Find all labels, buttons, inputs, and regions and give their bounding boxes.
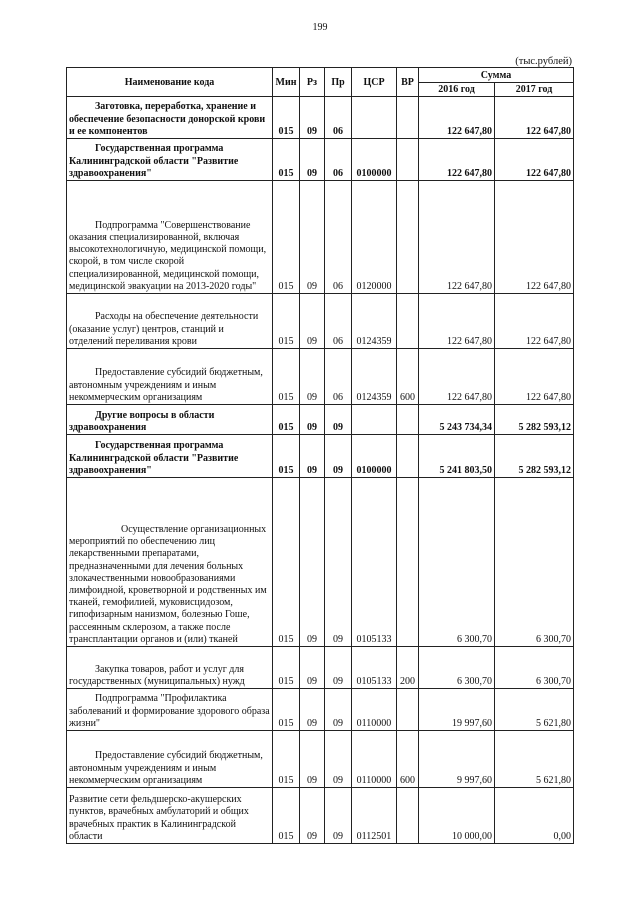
row-rz: 09	[300, 689, 325, 731]
table-row	[67, 405, 574, 435]
row-pr: 09	[325, 689, 352, 731]
table-row	[67, 139, 574, 181]
row-rz: 09	[300, 435, 325, 478]
row-min: 015	[273, 294, 300, 349]
row-rz: 09	[300, 647, 325, 689]
row-2017: 6 300,70	[495, 478, 574, 647]
row-pr: 06	[325, 181, 352, 294]
row-2017: 122 647,80	[495, 181, 574, 294]
row-min: 015	[273, 788, 300, 844]
row-csr: 0105133	[352, 478, 397, 647]
row-name: Подпрограмма "Совершенствование оказания специализированной, включая высокотехнологичную, медицинской помощи, скорой, в том числе скорой специализированной, медицинской помощи, медицинской эвакуации на 2013-2020 годы"	[67, 181, 273, 294]
table-row	[67, 647, 574, 689]
row-2016: 9 997,60	[419, 731, 495, 788]
row-vr	[397, 294, 419, 349]
header-rz: Рз	[300, 68, 325, 97]
row-pr: 06	[325, 349, 352, 405]
row-min: 015	[273, 689, 300, 731]
table-row	[67, 788, 574, 844]
row-rz: 09	[300, 181, 325, 294]
row-name: Развитие сети фельдшерско-акушерских пунктов, врачебных амбулаторий и общих врачебных практик в Калининградской области	[67, 788, 273, 844]
row-name: Государственная программа Калининградской области "Развитие здравоохранения"	[67, 139, 273, 181]
row-csr: 0110000	[352, 689, 397, 731]
row-vr	[397, 689, 419, 731]
header-name: Наименование кода	[67, 68, 273, 97]
row-name: Другие вопросы в области здравоохранения	[67, 405, 273, 435]
header-sum: Сумма	[419, 68, 574, 83]
row-2017: 122 647,80	[495, 139, 574, 181]
row-2017: 6 300,70	[495, 647, 574, 689]
row-name: Заготовка, переработка, хранение и обеспечение безопасности донорской крови и ее компонентов	[67, 97, 273, 139]
header-pr: Пр	[325, 68, 352, 97]
row-2016: 19 997,60	[419, 689, 495, 731]
row-min: 015	[273, 349, 300, 405]
row-pr: 09	[325, 731, 352, 788]
row-csr: 0112501	[352, 788, 397, 844]
row-vr	[397, 788, 419, 844]
row-vr: 600	[397, 731, 419, 788]
row-pr: 09	[325, 435, 352, 478]
row-csr: 0105133	[352, 647, 397, 689]
row-2016: 5 241 803,50	[419, 435, 495, 478]
table-row	[67, 294, 574, 349]
row-csr: 0100000	[352, 435, 397, 478]
table-row	[67, 435, 574, 478]
row-2017: 5 621,80	[495, 689, 574, 731]
units-label: (тыс.рублей)	[515, 56, 572, 67]
header-vr: ВР	[397, 68, 419, 97]
row-name: Предоставление субсидий бюджетным, автономным учреждениям и иным некоммерческим организациям	[67, 731, 273, 788]
row-csr: 0100000	[352, 139, 397, 181]
table-row	[67, 731, 574, 788]
row-vr	[397, 405, 419, 435]
table-row	[67, 181, 574, 294]
row-2017: 122 647,80	[495, 349, 574, 405]
row-rz: 09	[300, 139, 325, 181]
row-pr: 09	[325, 405, 352, 435]
row-vr	[397, 139, 419, 181]
row-name: Подпрограмма "Профилактика заболеваний и формирование здорового образа жизни"	[67, 689, 273, 731]
row-min: 015	[273, 647, 300, 689]
row-name: Расходы на обеспечение деятельности (оказание услуг) центров, станций и отделений переливания крови	[67, 294, 273, 349]
header-2017: 2017 год	[495, 83, 574, 97]
row-2017: 5 282 593,12	[495, 435, 574, 478]
row-min: 015	[273, 405, 300, 435]
row-2017: 5 621,80	[495, 731, 574, 788]
row-2016: 122 647,80	[419, 97, 495, 139]
row-rz: 09	[300, 294, 325, 349]
row-2016: 122 647,80	[419, 181, 495, 294]
row-pr: 06	[325, 139, 352, 181]
row-csr: 0124359	[352, 349, 397, 405]
budget-table	[66, 67, 574, 844]
row-csr	[352, 405, 397, 435]
row-pr: 06	[325, 294, 352, 349]
row-2017: 122 647,80	[495, 97, 574, 139]
row-2017: 122 647,80	[495, 294, 574, 349]
header-csr: ЦСР	[352, 68, 397, 97]
page-number: 199	[312, 22, 328, 33]
row-2016: 6 300,70	[419, 478, 495, 647]
header-min: Мин	[273, 68, 300, 97]
row-rz: 09	[300, 478, 325, 647]
row-name: Государственная программа Калининградской области "Развитие здравоохранения"	[67, 435, 273, 478]
row-min: 015	[273, 97, 300, 139]
row-pr: 06	[325, 97, 352, 139]
row-csr: 0110000	[352, 731, 397, 788]
row-vr: 600	[397, 349, 419, 405]
row-name: Предоставление субсидий бюджетным, автономным учреждениям и иным некоммерческим организациям	[67, 349, 273, 405]
row-pr: 09	[325, 788, 352, 844]
row-rz: 09	[300, 97, 325, 139]
row-2016: 122 647,80	[419, 349, 495, 405]
row-vr	[397, 478, 419, 647]
row-rz: 09	[300, 349, 325, 405]
table-row	[67, 689, 574, 731]
row-name: Осуществление организационных мероприятий по обеспечению лиц лекарственными препаратами, предназначенными для лечения больных злокачественными новообразованиями лимфоидной, кроветворной и родственных им тканей, гемофилией, муковисцидозом, гипофизарным нанизмом, болезнью Гоше, рассеянным склерозом, а также после трансплантации органов и (или) тканей	[67, 478, 273, 647]
row-rz: 09	[300, 405, 325, 435]
row-csr: 0120000	[352, 181, 397, 294]
row-min: 015	[273, 435, 300, 478]
row-csr	[352, 97, 397, 139]
row-2016: 5 243 734,34	[419, 405, 495, 435]
row-min: 015	[273, 181, 300, 294]
table-row	[67, 349, 574, 405]
row-2016: 10 000,00	[419, 788, 495, 844]
row-vr: 200	[397, 647, 419, 689]
row-pr: 09	[325, 647, 352, 689]
row-name: Закупка товаров, работ и услуг для государственных (муниципальных) нужд	[67, 647, 273, 689]
row-2017: 0,00	[495, 788, 574, 844]
row-csr: 0124359	[352, 294, 397, 349]
row-2016: 122 647,80	[419, 294, 495, 349]
row-2016: 122 647,80	[419, 139, 495, 181]
row-2017: 5 282 593,12	[495, 405, 574, 435]
table-row	[67, 478, 574, 647]
row-min: 015	[273, 478, 300, 647]
row-2016: 6 300,70	[419, 647, 495, 689]
row-rz: 09	[300, 731, 325, 788]
header-2016: 2016 год	[419, 83, 495, 97]
row-pr: 09	[325, 478, 352, 647]
table-row	[67, 97, 574, 139]
row-rz: 09	[300, 788, 325, 844]
row-vr	[397, 435, 419, 478]
row-min: 015	[273, 731, 300, 788]
row-min: 015	[273, 139, 300, 181]
row-vr	[397, 97, 419, 139]
row-vr	[397, 181, 419, 294]
